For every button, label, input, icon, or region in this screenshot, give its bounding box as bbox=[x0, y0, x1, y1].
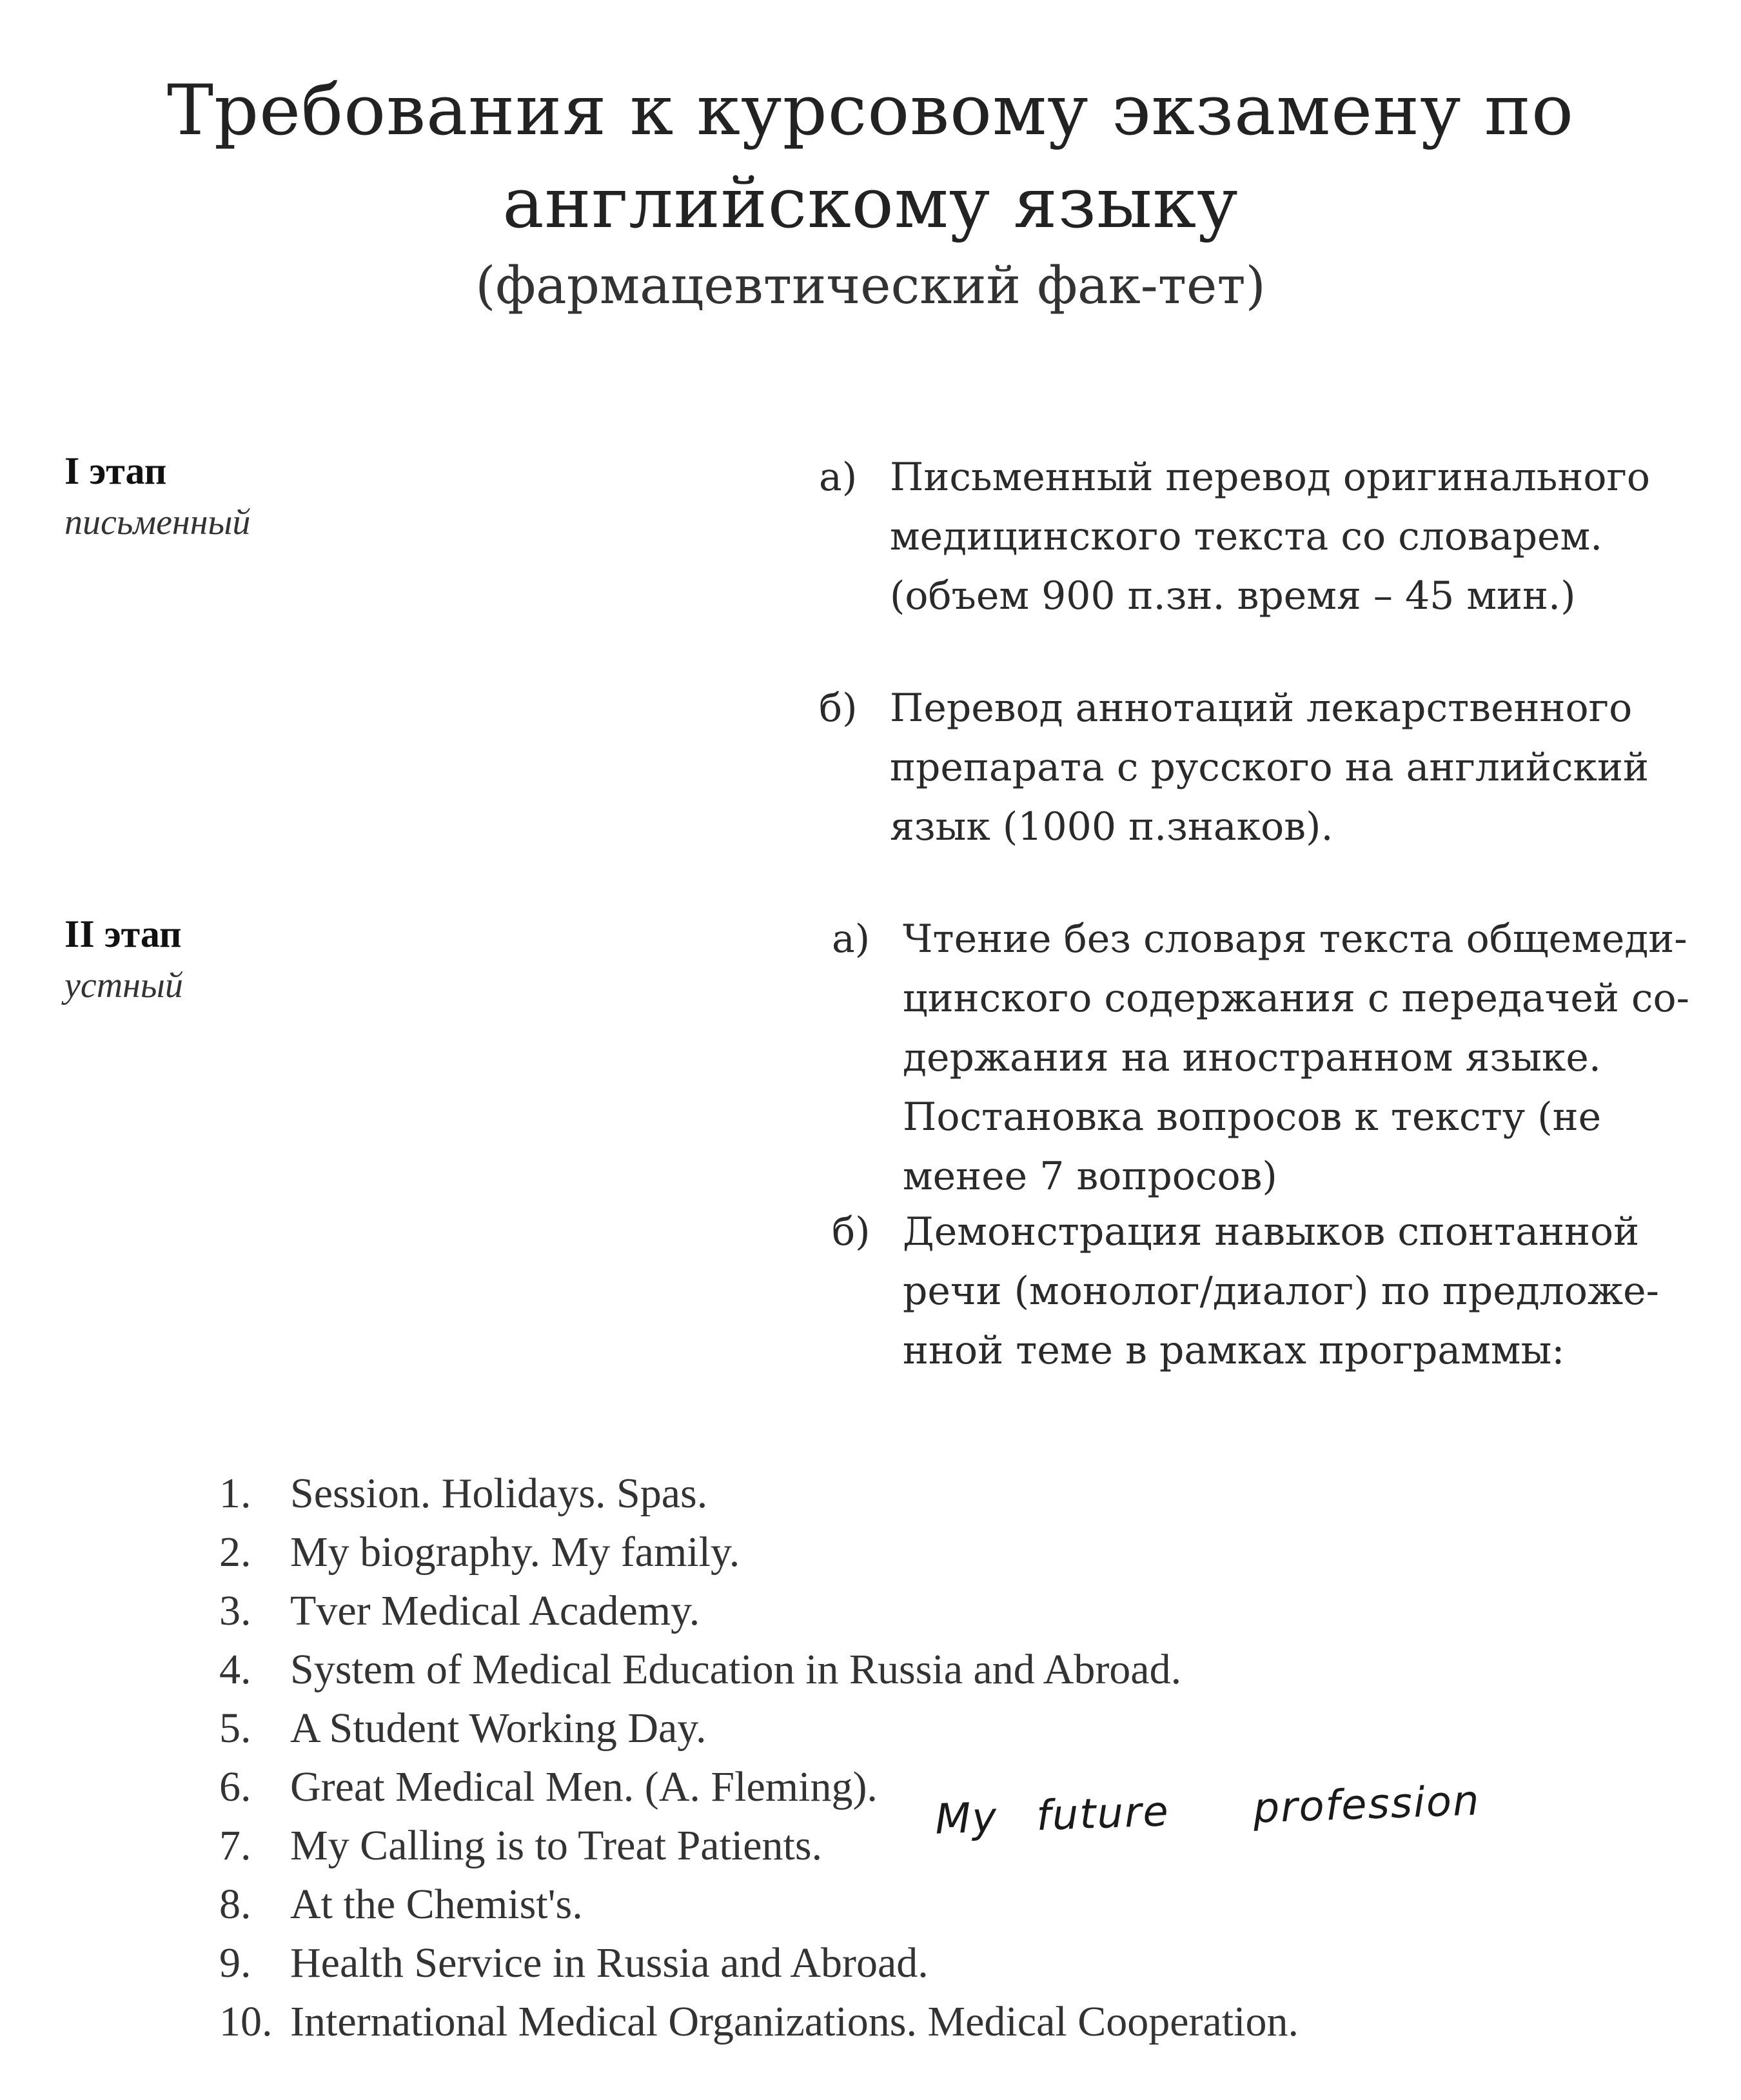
task-text: Письменный перевод оригинального медицинского текста со словарем. (объем 900 п.зн. время – 45 мин.) bbox=[890, 455, 1651, 619]
list-item bbox=[219, 1875, 1299, 1934]
stage-1-kind: письменный bbox=[64, 502, 251, 542]
document-title bbox=[0, 64, 1741, 321]
stage-1-task-a bbox=[819, 448, 1683, 626]
title-line-2: английскому языку bbox=[502, 163, 1239, 244]
handwritten-word: profession bbox=[1252, 1777, 1481, 1833]
list-item-number: 5. bbox=[219, 1705, 251, 1752]
task-text: Чтение без словаря текста общемеди-цинского содержания с передачей со-держания на иностранном языке. Постановка вопросов к тексту (не менее 7 вопросов) bbox=[903, 916, 1689, 1199]
stage-2-task-a bbox=[832, 909, 1696, 1206]
list-item-number: 3. bbox=[219, 1587, 251, 1634]
stage-2-label bbox=[64, 908, 183, 1011]
list-item bbox=[219, 1523, 1299, 1581]
list-item-text: At the Chemist's. bbox=[290, 1881, 583, 1928]
task-marker: а) bbox=[819, 455, 858, 500]
list-item bbox=[219, 1581, 1299, 1640]
stage-2-kind: устный bbox=[64, 966, 183, 1005]
title-subtitle: (фармацевтический фак-тет) bbox=[475, 255, 1266, 315]
task-text: Демонстрация навыков спонтанной речи (монолог/диалог) по предложе-нной теме в рамках программы: bbox=[903, 1209, 1659, 1373]
list-item-text: International Medical Organizations. Medical Cooperation. bbox=[290, 1998, 1299, 2045]
task-text: Перевод аннотаций лекарственного препарата с русского на английский язык (1000 п.знаков). bbox=[890, 686, 1649, 849]
list-item bbox=[219, 1992, 1299, 2051]
task-marker: б) bbox=[832, 1209, 870, 1254]
list-item bbox=[219, 1464, 1299, 1523]
task-marker: б) bbox=[819, 686, 858, 731]
list-item-text: System of Medical Education in Russia and Abroad. bbox=[290, 1646, 1182, 1693]
list-item bbox=[219, 1934, 1299, 1992]
list-item-number: 10. bbox=[219, 1998, 273, 2045]
stage-1-name: I этап bbox=[64, 450, 167, 492]
list-item-text: Session. Holidays. Spas. bbox=[290, 1470, 708, 1517]
task-marker: а) bbox=[832, 916, 870, 962]
handwritten-word: future bbox=[1035, 1788, 1170, 1841]
list-item-number: 1. bbox=[219, 1470, 251, 1517]
list-item-number: 2. bbox=[219, 1529, 251, 1576]
stage-1-label bbox=[64, 445, 250, 548]
list-item-text: Health Service in Russia and Abroad. bbox=[290, 1939, 929, 1986]
stage-2-name: II этап bbox=[64, 913, 182, 955]
list-item-number: 4. bbox=[219, 1646, 251, 1693]
handwritten-word: My bbox=[934, 1794, 999, 1844]
list-item bbox=[219, 1640, 1299, 1699]
list-item-text: A Student Working Day. bbox=[290, 1705, 707, 1752]
title-line-1: Требования к курсовому экзамену по bbox=[166, 70, 1575, 151]
list-item-number: 8. bbox=[219, 1881, 251, 1928]
topics-list bbox=[219, 1464, 1299, 2051]
list-item-number: 9. bbox=[219, 1939, 251, 1986]
list-item-text: My Calling is to Treat Patients. bbox=[290, 1822, 823, 1869]
list-item-text: Great Medical Men. (A. Fleming). bbox=[290, 1763, 878, 1810]
stage-2-task-b bbox=[832, 1202, 1696, 1380]
list-item-number: 6. bbox=[219, 1763, 251, 1810]
list-item-text: Tver Medical Academy. bbox=[290, 1587, 700, 1634]
list-item bbox=[219, 1699, 1299, 1758]
stage-1-task-b bbox=[819, 679, 1683, 857]
list-item-text: My biography. My family. bbox=[290, 1529, 740, 1576]
list-item-number: 7. bbox=[219, 1822, 251, 1869]
